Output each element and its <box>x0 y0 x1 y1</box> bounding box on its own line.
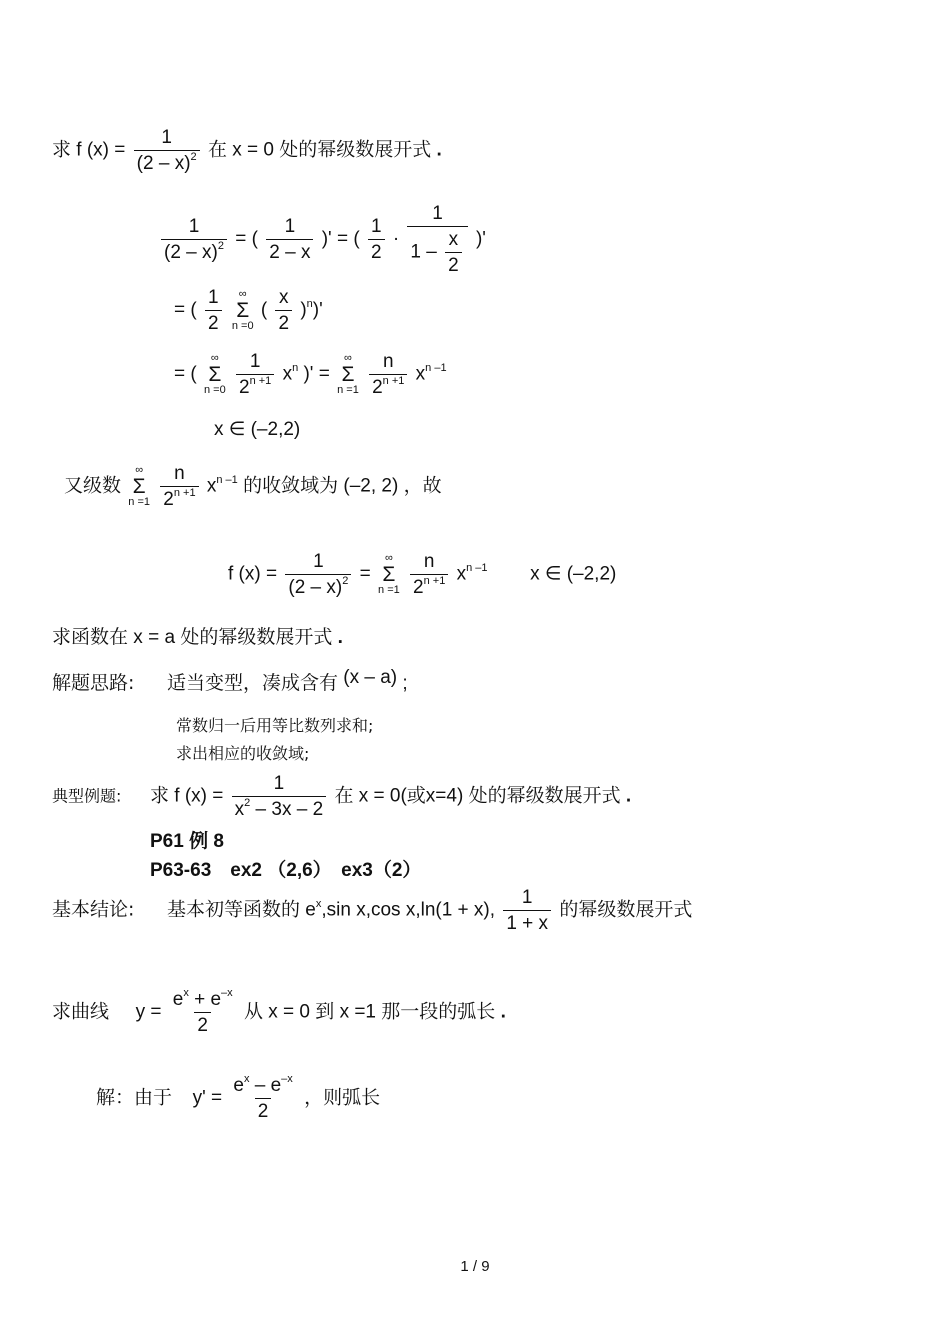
ask-word: 求 <box>52 138 72 161</box>
convergence-statement: 又级数 ∞ Σ n =1 $\frac{n}{2^{n +1}}$ $x^{n -1}$ 的收敛域为 (–2, 2) ，故 <box>64 463 442 510</box>
derivation-line-2: = ( $\frac{1}{2}$ ∞ Σ n =0 ( $\frac{x}{2}$ )$^n$)' <box>174 287 323 334</box>
sum-symbol: ∞ Σ n =0 <box>231 288 254 332</box>
fraction: $\frac{1}{(2 - x)^2}$ <box>134 128 200 173</box>
solution-approach: 解题思路: 适当变型，凑成含有 (x – a) ; <box>52 667 408 694</box>
derivation-line-1: $\frac{1}{(2 - x)^2}$ = ( $\frac{1}{2 - x}$ )' = ( $\frac{1}{2}$ · 1 1 – $\frac{x}{2}$ )' <box>158 204 486 275</box>
sum-symbol: ∞ Σ n =1 <box>128 464 151 508</box>
solution-3: 解：由于 y' = $\frac{e^x - e^{-x}}{2}$ ，则弧长 <box>96 1073 381 1122</box>
example-reference-2: P63-63 ex2 （2,6） ex3（2） <box>150 860 422 881</box>
derivation-domain: x ∈ (–2,2) <box>214 419 301 440</box>
sum-symbol: ∞ Σ n =0 <box>203 352 226 396</box>
derivation-line-3: = ( ∞ Σ n =0 $\frac{1}{2^{n +1}}$ $x^n$ )' = ∞ Σ n =1 $\frac{n}{2^{n +1}}$ $x^{n -1}$ <box>174 351 447 398</box>
sum-symbol: ∞ Σ n =1 <box>378 552 400 596</box>
approach-step-2: 常数归一后用等比数列求和; <box>176 716 374 735</box>
approach-step-3: 求出相应的收敛域; <box>176 744 310 763</box>
problem-1: 求 f (x) = $\frac{1}{(2 - x)^2}$ 在 x = 0 处的幂级数展开式 . <box>52 127 442 174</box>
typical-example: 典型例题: 求 f (x) = $\frac{1}{x^2 - 3x - 2}$ 在 x = 0(或x=4) 处的幂级数展开式 . <box>52 773 632 820</box>
example-reference-1: P61 例 8 <box>150 831 224 852</box>
problem-3: 求曲线 y = $\frac{e^x + e^{-x}}{2}$ 从 x = 0 到 x =1 那一段的弧长 . <box>52 987 506 1036</box>
sum-symbol: ∞ Σ n =1 <box>337 352 359 396</box>
page-number: 1 / 9 <box>460 1258 490 1275</box>
problem-2: 求函数在 x = a 处的幂级数展开式 . <box>52 626 343 648</box>
fx-label: f (x) = <box>76 139 126 161</box>
result-formula: f (x) = $\frac{1}{(2 - x)^2}$ = ∞ Σ n =1 $\frac{n}{2^{n +1}}$ $x^{n -1}$ x ∈ (–2,2) <box>228 551 617 598</box>
basic-conclusion: 基本结论: 基本初等函数的 $e^x,\sin$ x,cos x,ln(1 + x), $\frac{1}{1 + x}$ 的幂级数展开式 <box>52 887 693 934</box>
